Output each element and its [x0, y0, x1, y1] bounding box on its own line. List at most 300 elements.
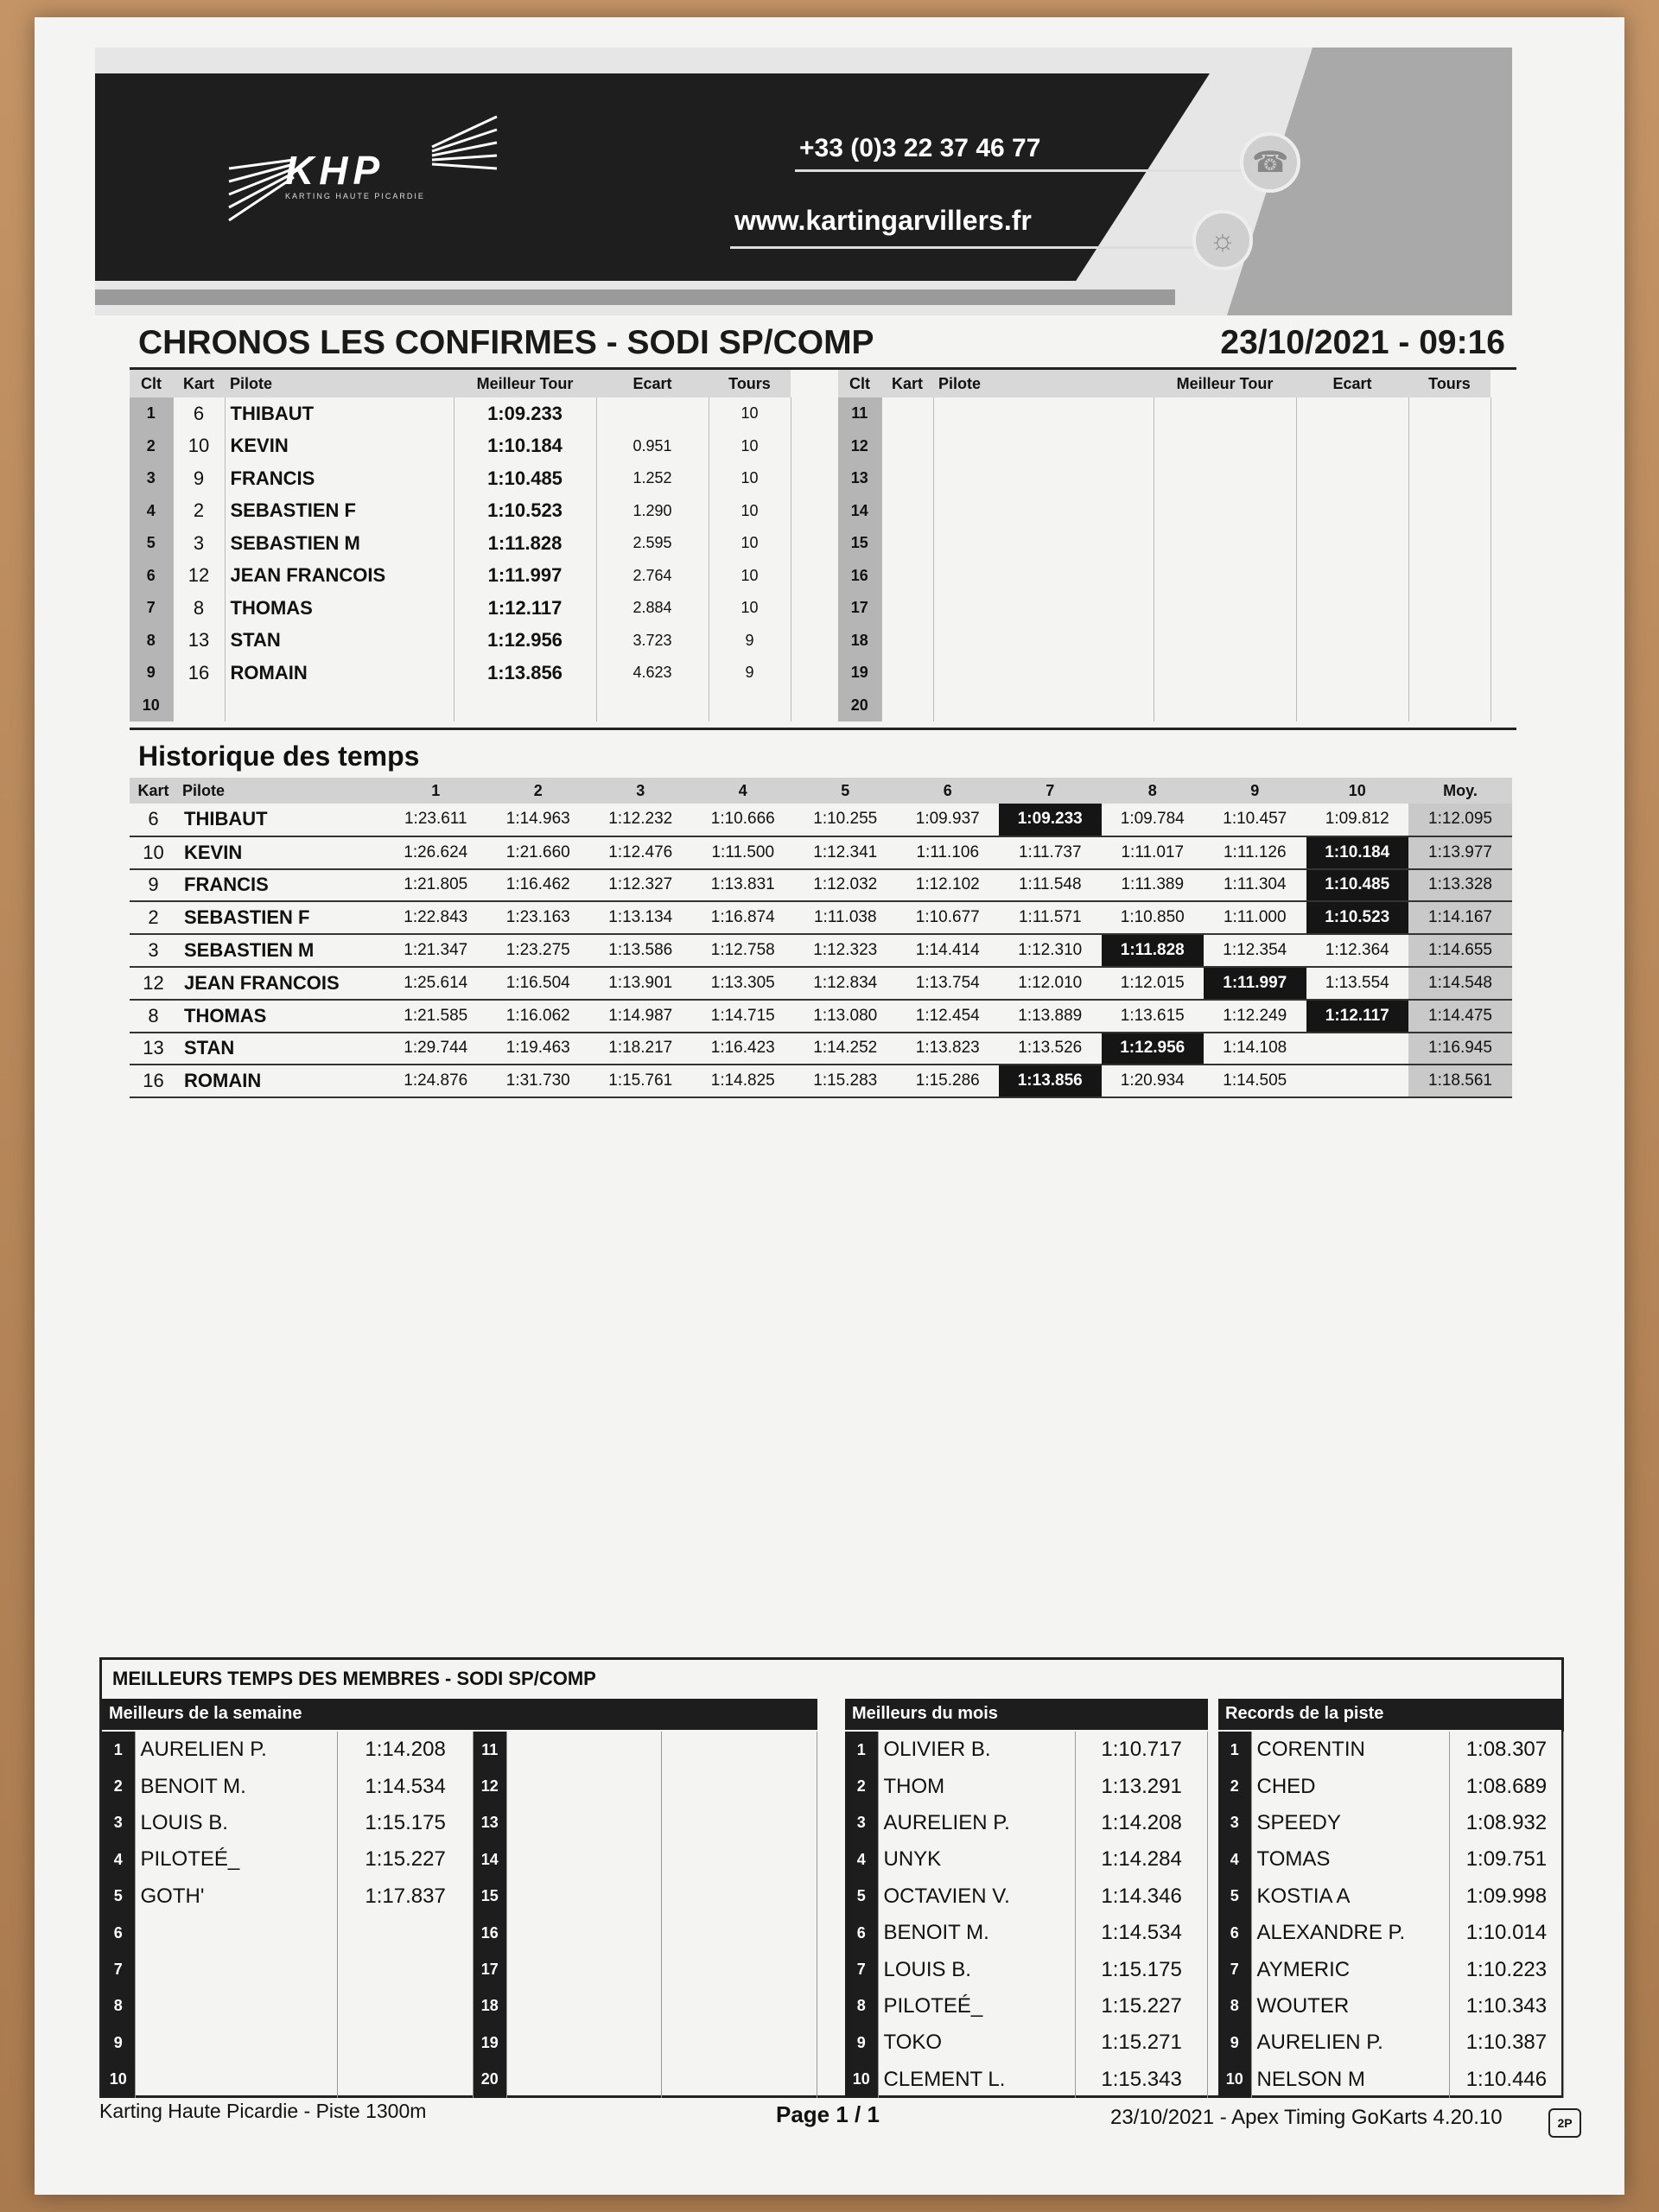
- position-cell: 6: [130, 560, 173, 593]
- best-lap-cell: 1:10.523: [454, 495, 596, 528]
- pilote-cell: FRANCIS: [225, 462, 454, 495]
- position-cell: 4: [130, 495, 173, 528]
- tours-cell: 10: [709, 462, 791, 495]
- rank-cell: 4: [845, 1841, 878, 1878]
- classement-rule: [130, 728, 1516, 730]
- rank-cell: 10: [1218, 2062, 1251, 2098]
- member-time: 1:15.271: [1076, 2024, 1208, 2061]
- member-name: [135, 2024, 338, 2061]
- classement-table-right: [838, 370, 1491, 721]
- member-name: [135, 1988, 338, 2024]
- member-name: [506, 1988, 662, 2024]
- average-cell: 1:12.095: [1408, 804, 1512, 836]
- lap-cell: 1:13.823: [897, 1033, 1000, 1065]
- lap-cell: 1:12.010: [999, 967, 1102, 1000]
- member-name: CORENTIN: [1251, 1732, 1449, 1768]
- member-name: AURELIEN P.: [1251, 2024, 1449, 2061]
- lap-cell: 1:09.937: [897, 804, 1000, 836]
- lap-cell: 1:21.585: [385, 1000, 487, 1033]
- classement-row: [838, 397, 1491, 430]
- lap-cell: 1:11.304: [1204, 869, 1306, 902]
- col-clt: Clt: [838, 370, 881, 397]
- ecart-cell: 2.884: [596, 592, 709, 625]
- pilote-cell: FRANCIS: [177, 869, 385, 902]
- kart-cell: 8: [173, 592, 225, 625]
- member-time: 1:10.446: [1449, 2062, 1563, 2098]
- pilote-cell: ROMAIN: [225, 657, 454, 690]
- lap-cell: 1:11.106: [897, 836, 1000, 869]
- best-lap-cell: [1154, 527, 1296, 560]
- member-time: [338, 2062, 474, 2098]
- classement-row: [130, 560, 791, 593]
- hist-row: [130, 836, 1512, 869]
- best-lap-cell: 1:13.856: [454, 657, 596, 690]
- phone-icon: ☎: [1240, 132, 1300, 193]
- rank-cell: 2: [1218, 1768, 1251, 1804]
- footer-page: Page 1 / 1: [776, 2101, 880, 2127]
- best-lap-cell: [1154, 462, 1296, 495]
- col-kart: Kart: [881, 370, 933, 397]
- footer-software: 23/10/2021 - Apex Timing GoKarts 4.20.10: [1110, 2106, 1503, 2129]
- pilote-cell: SEBASTIEN F: [177, 901, 385, 934]
- best-lap-cell: 1:09.233: [999, 804, 1102, 836]
- lap-cell: 1:16.423: [692, 1033, 795, 1065]
- tours-cell: 10: [709, 495, 791, 528]
- kart-cell: [881, 495, 933, 528]
- member-row: [102, 1732, 474, 1768]
- average-cell: 1:13.328: [1408, 869, 1512, 902]
- member-row: [102, 1988, 474, 2024]
- phone-number: +33 (0)3 22 37 46 77: [799, 134, 1041, 162]
- member-name: LOUIS B.: [878, 1951, 1076, 1987]
- kart-cell: [881, 462, 933, 495]
- member-time: 1:09.998: [1449, 1878, 1563, 1915]
- kart-cell: [173, 690, 225, 722]
- tours-cell: 9: [709, 657, 791, 690]
- lap-cell: 1:14.505: [1204, 1065, 1306, 1097]
- best-lap-cell: 1:11.828: [1102, 934, 1205, 967]
- member-name: AYMERIC: [1251, 1951, 1449, 1987]
- kart-cell: [881, 690, 933, 722]
- records-table: [1218, 1732, 1564, 2098]
- member-row: [102, 1951, 474, 1987]
- rank-cell: 6: [845, 1915, 878, 1951]
- kart-cell: [881, 657, 933, 690]
- member-row: [845, 1915, 1208, 1951]
- pilote-cell: SEBASTIEN M: [225, 527, 454, 560]
- pilote-cell: KEVIN: [225, 430, 454, 463]
- page-title: CHRONOS LES CONFIRMES - SODI SP/COMP: [138, 324, 874, 361]
- rank-cell: 9: [1218, 2024, 1251, 2061]
- member-time: 1:08.932: [1449, 1805, 1563, 1841]
- tours-cell: [1408, 397, 1491, 430]
- members-title: MEILLEURS TEMPS DES MEMBRES - SODI SP/COMP: [112, 1668, 596, 1689]
- lap-cell: 1:12.102: [897, 869, 1000, 902]
- position-cell: 14: [838, 495, 881, 528]
- member-time: [338, 1915, 474, 1951]
- rank-cell: 9: [102, 2024, 135, 2061]
- rank-cell: 3: [102, 1805, 135, 1841]
- rank-cell: 1: [102, 1732, 135, 1768]
- member-row: [845, 1805, 1208, 1841]
- hist-col-header: 7: [999, 778, 1102, 804]
- tours-cell: 9: [709, 625, 791, 658]
- classement-row: [130, 527, 791, 560]
- records-header: Records de la piste: [1218, 1699, 1564, 1730]
- tours-cell: [1408, 495, 1491, 528]
- classement-row: [838, 430, 1491, 463]
- kart-cell: 13: [130, 1033, 177, 1065]
- lap-cell: 1:14.414: [897, 934, 1000, 967]
- lap-cell: 1:23.163: [487, 901, 590, 934]
- rank-cell: 7: [845, 1951, 878, 1987]
- semaine-table-right: [474, 1732, 817, 2098]
- average-cell: 1:14.548: [1408, 967, 1512, 1000]
- tours-cell: [1408, 560, 1491, 593]
- classement-row: [130, 397, 791, 430]
- hist-row: [130, 901, 1512, 934]
- member-row: [474, 1841, 817, 1878]
- member-name: TOKO: [878, 2024, 1076, 2061]
- tours-cell: [1408, 592, 1491, 625]
- website-underline: [730, 246, 1197, 249]
- member-time: [662, 1768, 817, 1804]
- hist-col-header: 1: [385, 778, 487, 804]
- col-pilote: Pilote: [225, 370, 454, 397]
- kart-cell: 3: [130, 934, 177, 967]
- member-row: [1218, 1988, 1564, 2024]
- lap-cell: 1:10.850: [1102, 901, 1205, 934]
- kart-cell: [881, 397, 933, 430]
- col-clt: Clt: [130, 370, 173, 397]
- rank-cell: 13: [474, 1805, 506, 1841]
- member-row: [102, 1805, 474, 1841]
- lap-cell: 1:11.038: [794, 901, 897, 934]
- lap-cell: 1:13.586: [589, 934, 692, 967]
- lap-cell: [1306, 1033, 1409, 1065]
- lap-cell: 1:13.754: [897, 967, 1000, 1000]
- semaine-table-left: [102, 1732, 474, 2098]
- rank-cell: 19: [474, 2024, 506, 2061]
- member-time: 1:14.208: [338, 1732, 474, 1768]
- logo-text: KHP: [285, 148, 385, 193]
- member-name: [506, 1841, 662, 1878]
- pilote-cell: THOMAS: [225, 592, 454, 625]
- member-time: 1:14.284: [1076, 1841, 1208, 1878]
- member-name: NELSON M: [1251, 2062, 1449, 2098]
- hist-row: [130, 1000, 1512, 1033]
- member-time: [662, 1951, 817, 1987]
- member-name: [506, 2024, 662, 2061]
- member-name: AURELIEN P.: [878, 1805, 1076, 1841]
- member-row: [474, 2024, 817, 2061]
- hist-row: [130, 967, 1512, 1000]
- tours-cell: [1408, 430, 1491, 463]
- member-time: [662, 1841, 817, 1878]
- best-lap-cell: [1154, 592, 1296, 625]
- rank-cell: 6: [1218, 1915, 1251, 1951]
- member-name: PILOTEÉ_: [878, 1988, 1076, 2024]
- rank-cell: 5: [102, 1878, 135, 1915]
- col-ecart: Ecart: [1296, 370, 1408, 397]
- rank-cell: 3: [845, 1805, 878, 1841]
- ecart-cell: 3.723: [596, 625, 709, 658]
- average-cell: 1:16.945: [1408, 1033, 1512, 1065]
- tours-cell: 10: [709, 592, 791, 625]
- member-name: BENOIT M.: [135, 1768, 338, 1804]
- best-lap-cell: [454, 690, 596, 722]
- lap-cell: 1:11.737: [999, 836, 1102, 869]
- position-cell: 9: [130, 657, 173, 690]
- hist-col-header: 9: [1204, 778, 1306, 804]
- rank-cell: 7: [102, 1951, 135, 1987]
- member-row: [845, 1841, 1208, 1878]
- member-row: [474, 1768, 817, 1804]
- lap-cell: 1:11.389: [1102, 869, 1205, 902]
- member-time: 1:14.534: [338, 1768, 474, 1804]
- lap-cell: 1:12.476: [589, 836, 692, 869]
- member-name: [506, 1951, 662, 1987]
- lap-cell: 1:12.015: [1102, 967, 1205, 1000]
- col-tours: Tours: [709, 370, 791, 397]
- member-time: [662, 2062, 817, 2098]
- tours-cell: 10: [709, 527, 791, 560]
- lap-cell: 1:11.000: [1204, 901, 1306, 934]
- ecart-cell: 1.290: [596, 495, 709, 528]
- position-cell: 8: [130, 625, 173, 658]
- kart-cell: 10: [130, 836, 177, 869]
- lap-cell: 1:14.715: [692, 1000, 795, 1033]
- classement-row: [130, 495, 791, 528]
- member-time: 1:10.223: [1449, 1951, 1563, 1987]
- lap-cell: 1:10.666: [692, 804, 795, 836]
- lap-cell: 1:25.614: [385, 967, 487, 1000]
- rank-cell: 7: [1218, 1951, 1251, 1987]
- member-time: [338, 1951, 474, 1987]
- lap-cell: 1:20.934: [1102, 1065, 1205, 1097]
- lap-cell: 1:12.032: [794, 869, 897, 902]
- lap-cell: 1:12.232: [589, 804, 692, 836]
- ecart-cell: [596, 690, 709, 722]
- pilote-cell: [933, 462, 1154, 495]
- kart-cell: 9: [173, 462, 225, 495]
- lap-cell: 1:16.062: [487, 1000, 590, 1033]
- member-time: [662, 1732, 817, 1768]
- kart-cell: 16: [173, 657, 225, 690]
- col-pilote: Pilote: [933, 370, 1154, 397]
- hist-row: [130, 1065, 1512, 1097]
- tours-cell: 10: [709, 430, 791, 463]
- ecart-cell: 2.595: [596, 527, 709, 560]
- hist-col-header: 2: [487, 778, 590, 804]
- kart-cell: 8: [130, 1000, 177, 1033]
- member-row: [102, 2062, 474, 2098]
- position-cell: 10: [130, 690, 173, 722]
- member-row: [845, 1768, 1208, 1804]
- historique-table: [130, 778, 1512, 1098]
- member-row: [845, 1951, 1208, 1987]
- lap-cell: 1:12.327: [589, 869, 692, 902]
- pilote-cell: [933, 430, 1154, 463]
- classement-row: [838, 527, 1491, 560]
- member-row: [474, 1951, 817, 1987]
- best-lap-cell: [1154, 560, 1296, 593]
- position-cell: 15: [838, 527, 881, 560]
- col-meilleur-tour: Meilleur Tour: [454, 370, 596, 397]
- member-time: 1:17.837: [338, 1878, 474, 1915]
- ecart-cell: 0.951: [596, 430, 709, 463]
- member-row: [1218, 1915, 1564, 1951]
- historique-title: Historique des temps: [138, 741, 420, 772]
- pilote-cell: SEBASTIEN F: [225, 495, 454, 528]
- hist-col-header: 8: [1102, 778, 1205, 804]
- member-time: 1:14.534: [1076, 1915, 1208, 1951]
- kart-cell: 2: [173, 495, 225, 528]
- lap-cell: 1:12.310: [999, 934, 1102, 967]
- ecart-cell: [1296, 657, 1408, 690]
- best-lap-cell: 1:12.117: [454, 592, 596, 625]
- position-cell: 13: [838, 462, 881, 495]
- ecart-cell: 4.623: [596, 657, 709, 690]
- pilote-cell: THOMAS: [177, 1000, 385, 1033]
- lap-cell: 1:10.677: [897, 901, 1000, 934]
- kart-cell: 9: [130, 869, 177, 902]
- member-row: [845, 1732, 1208, 1768]
- rank-cell: 8: [1218, 1988, 1251, 2024]
- position-cell: 5: [130, 527, 173, 560]
- position-cell: 17: [838, 592, 881, 625]
- average-cell: 1:13.977: [1408, 836, 1512, 869]
- rank-cell: 16: [474, 1915, 506, 1951]
- hist-row: [130, 1033, 1512, 1065]
- kart-cell: [881, 592, 933, 625]
- best-lap-cell: [1154, 657, 1296, 690]
- rank-cell: 20: [474, 2062, 506, 2098]
- member-time: [662, 1805, 817, 1841]
- member-row: [845, 1988, 1208, 2024]
- lap-cell: 1:12.354: [1204, 934, 1306, 967]
- member-name: LOUIS B.: [135, 1805, 338, 1841]
- member-time: 1:14.346: [1076, 1878, 1208, 1915]
- lap-cell: 1:14.825: [692, 1065, 795, 1097]
- pilote-cell: JEAN FRANCOIS: [177, 967, 385, 1000]
- lap-cell: 1:18.217: [589, 1033, 692, 1065]
- member-time: 1:10.387: [1449, 2024, 1563, 2061]
- pilote-cell: [933, 657, 1154, 690]
- member-name: CLEMENT L.: [878, 2062, 1076, 2098]
- classement-row: [838, 592, 1491, 625]
- lap-cell: 1:12.249: [1204, 1000, 1306, 1033]
- rank-cell: 18: [474, 1988, 506, 2024]
- lap-cell: 1:15.283: [794, 1065, 897, 1097]
- member-name: BENOIT M.: [878, 1915, 1076, 1951]
- member-name: [506, 1805, 662, 1841]
- logo-subtitle: KARTING HAUTE PICARDIE: [285, 192, 425, 200]
- lap-cell: 1:16.462: [487, 869, 590, 902]
- position-cell: 20: [838, 690, 881, 722]
- rank-cell: 9: [845, 2024, 878, 2061]
- rank-cell: 10: [102, 2062, 135, 2098]
- hist-col-header: Kart: [130, 778, 177, 804]
- member-name: TOMAS: [1251, 1841, 1449, 1878]
- hist-row: [130, 804, 1512, 836]
- member-row: [1218, 2024, 1564, 2061]
- rank-cell: 14: [474, 1841, 506, 1878]
- member-row: [102, 1878, 474, 1915]
- phone-underline: [795, 169, 1244, 172]
- member-row: [1218, 1805, 1564, 1841]
- member-row: [1218, 2062, 1564, 2098]
- position-cell: 12: [838, 430, 881, 463]
- member-time: 1:08.689: [1449, 1768, 1563, 1804]
- mois-header: Meilleurs du mois: [845, 1699, 1208, 1730]
- kart-cell: [881, 527, 933, 560]
- rank-cell: 5: [1218, 1878, 1251, 1915]
- position-cell: 19: [838, 657, 881, 690]
- position-cell: 18: [838, 625, 881, 658]
- member-name: [506, 1732, 662, 1768]
- best-lap-cell: 1:09.233: [454, 397, 596, 430]
- tours-cell: [1408, 625, 1491, 658]
- col-meilleur-tour: Meilleur Tour: [1154, 370, 1296, 397]
- lap-cell: 1:09.812: [1306, 804, 1409, 836]
- hist-row: [130, 869, 1512, 902]
- lap-cell: 1:26.624: [385, 836, 487, 869]
- hist-col-header: 10: [1306, 778, 1409, 804]
- lap-cell: 1:11.500: [692, 836, 795, 869]
- ecart-cell: [1296, 462, 1408, 495]
- lap-cell: 1:11.126: [1204, 836, 1306, 869]
- website-url: www.kartingarvillers.fr: [734, 205, 1032, 236]
- lap-cell: 1:11.548: [999, 869, 1102, 902]
- member-row: [1218, 1878, 1564, 1915]
- member-row: [1218, 1732, 1564, 1768]
- average-cell: 1:14.655: [1408, 934, 1512, 967]
- pilote-cell: SEBASTIEN M: [177, 934, 385, 967]
- lap-cell: 1:21.347: [385, 934, 487, 967]
- rank-cell: 17: [474, 1951, 506, 1987]
- classement-row: [838, 560, 1491, 593]
- kart-cell: [881, 560, 933, 593]
- ecart-cell: [1296, 690, 1408, 722]
- lap-cell: 1:13.305: [692, 967, 795, 1000]
- rank-cell: 2: [102, 1768, 135, 1804]
- lap-cell: 1:11.571: [999, 901, 1102, 934]
- classement-row: [838, 690, 1491, 722]
- rank-cell: 3: [1218, 1805, 1251, 1841]
- kart-cell: [881, 625, 933, 658]
- position-cell: 2: [130, 430, 173, 463]
- rank-cell: 15: [474, 1878, 506, 1915]
- lap-cell: 1:21.660: [487, 836, 590, 869]
- lap-cell: 1:23.611: [385, 804, 487, 836]
- lap-cell: 1:12.454: [897, 1000, 1000, 1033]
- member-name: [506, 1878, 662, 1915]
- pilote-cell: STAN: [225, 625, 454, 658]
- mois-table: [845, 1732, 1208, 2098]
- member-row: [474, 1732, 817, 1768]
- ecart-cell: [1296, 560, 1408, 593]
- member-name: PILOTEÉ_: [135, 1841, 338, 1878]
- lap-cell: 1:15.286: [897, 1065, 1000, 1097]
- classement-row: [130, 592, 791, 625]
- member-row: [1218, 1951, 1564, 1987]
- lap-cell: 1:12.834: [794, 967, 897, 1000]
- member-row: [474, 1805, 817, 1841]
- lap-cell: 1:14.987: [589, 1000, 692, 1033]
- lap-cell: 1:14.108: [1204, 1033, 1306, 1065]
- best-lap-cell: 1:12.117: [1306, 1000, 1409, 1033]
